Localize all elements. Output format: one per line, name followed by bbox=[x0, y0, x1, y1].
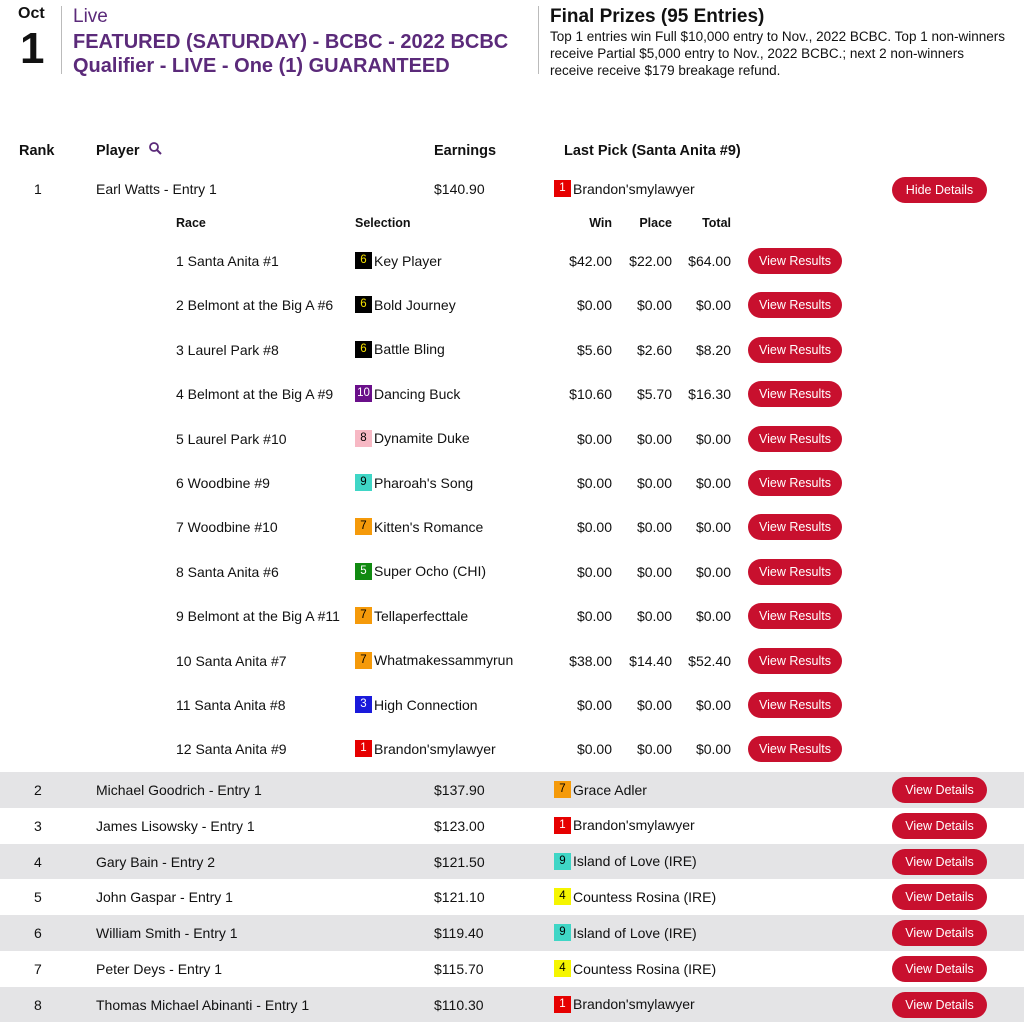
player-rank: 3 bbox=[34, 817, 42, 834]
player-rank: 2 bbox=[34, 782, 42, 798]
horse-name: Island of Love (IRE) bbox=[573, 924, 697, 941]
view-results-button[interactable]: View Results bbox=[748, 470, 842, 496]
player-name: James Lisowsky - Entry 1 bbox=[96, 817, 255, 834]
race-place-amount: $0.00 bbox=[636, 519, 672, 536]
player-name: Thomas Michael Abinanti - Entry 1 bbox=[96, 996, 310, 1013]
view-details-button[interactable]: View Details bbox=[892, 777, 987, 803]
program-number-badge: 5 bbox=[355, 563, 372, 580]
player-rank: 5 bbox=[34, 889, 42, 906]
player-name: Michael Goodrich - Entry 1 bbox=[96, 782, 262, 798]
horse-name: Battle Bling bbox=[374, 341, 445, 358]
player-earnings: $110.30 bbox=[434, 996, 484, 1013]
horse-name: Grace Adler bbox=[573, 781, 647, 798]
program-number-badge: 6 bbox=[355, 296, 372, 313]
race-place-amount: $5.70 bbox=[636, 386, 672, 403]
race-total-amount: $0.00 bbox=[695, 297, 731, 314]
horse-name: Kitten's Romance bbox=[374, 518, 484, 535]
race-place-amount: $0.00 bbox=[636, 563, 672, 580]
win-column-header: Win bbox=[589, 216, 612, 230]
race-total-amount: $0.00 bbox=[695, 563, 731, 580]
horse-name: Island of Love (IRE) bbox=[573, 853, 697, 870]
race-win-amount: $0.00 bbox=[576, 741, 612, 758]
race-place-amount: $14.40 bbox=[629, 652, 672, 669]
race-win-amount: $42.00 bbox=[569, 253, 612, 269]
race-selection bbox=[355, 740, 496, 757]
race-selection bbox=[355, 430, 470, 447]
player-name: Gary Bain - Entry 2 bbox=[96, 853, 216, 870]
race-win-amount: $0.00 bbox=[576, 430, 612, 447]
race-win-amount: $38.00 bbox=[569, 652, 612, 669]
race-name: 2 Belmont at the Big A #6 bbox=[176, 297, 334, 314]
player-earnings: $119.40 bbox=[434, 925, 484, 942]
race-selection bbox=[355, 296, 456, 313]
race-selection bbox=[355, 696, 478, 713]
player-earnings: $115.70 bbox=[434, 961, 484, 977]
prizes-description: Top 1 entries win Full $10,000 entry to Nov., 2022 BCBC. Top 1 non-winners receive Partial $5,000 entry to Nov., 2022 BCBC.; next 2 non-winners receive receive $179 breakage refund. bbox=[550, 29, 1005, 78]
horse-name: Brandon'smylawyer bbox=[573, 180, 695, 197]
race-total-amount: $0.00 bbox=[695, 608, 731, 625]
view-results-button[interactable]: View Results bbox=[748, 337, 842, 363]
header-divider-2 bbox=[538, 6, 539, 74]
prizes-title: Final Prizes (95 Entries) bbox=[550, 6, 765, 27]
race-selection bbox=[355, 385, 460, 402]
race-name: 10 Santa Anita #7 bbox=[176, 652, 287, 669]
race-place-amount: $2.60 bbox=[636, 341, 672, 358]
race-place-amount: $0.00 bbox=[636, 608, 672, 625]
horse-name: Key Player bbox=[374, 252, 442, 269]
program-number-badge: 3 bbox=[355, 696, 372, 713]
race-total-amount: $64.00 bbox=[688, 253, 731, 269]
race-name: 7 Woodbine #10 bbox=[176, 519, 278, 536]
horse-name: Bold Journey bbox=[374, 296, 456, 313]
player-last-pick bbox=[554, 781, 647, 798]
player-last-pick bbox=[554, 817, 695, 834]
view-details-button[interactable]: View Details bbox=[892, 956, 987, 982]
race-name: 6 Woodbine #9 bbox=[176, 475, 270, 491]
race-total-amount: $0.00 bbox=[695, 430, 731, 447]
race-selection bbox=[355, 252, 442, 269]
player-rank: 8 bbox=[34, 996, 42, 1013]
view-results-button[interactable]: View Results bbox=[748, 692, 842, 718]
view-results-button[interactable]: View Results bbox=[748, 736, 842, 762]
program-number-badge: 7 bbox=[355, 518, 372, 535]
race-selection bbox=[355, 341, 445, 358]
rank-column-header: Rank bbox=[19, 143, 55, 159]
race-selection bbox=[355, 652, 513, 669]
horse-name: Brandon'smylawyer bbox=[374, 740, 496, 757]
program-number-badge: 1 bbox=[554, 817, 571, 834]
horse-name: Dynamite Duke bbox=[374, 430, 470, 447]
event-month: Oct bbox=[18, 5, 45, 22]
event-status: Live bbox=[73, 6, 108, 27]
player-earnings: $121.10 bbox=[434, 889, 485, 906]
race-name: 12 Santa Anita #9 bbox=[176, 741, 287, 758]
horse-name: Super Ocho (CHI) bbox=[374, 563, 487, 580]
race-total-amount: $0.00 bbox=[695, 519, 731, 536]
view-results-button[interactable]: View Results bbox=[748, 381, 842, 407]
program-number-badge: 9 bbox=[554, 853, 571, 870]
program-number-badge: 6 bbox=[355, 341, 372, 358]
horse-name: Brandon'smylawyer bbox=[573, 996, 695, 1013]
player-rank: 1 bbox=[34, 181, 42, 197]
player-earnings: $137.90 bbox=[434, 782, 485, 798]
race-win-amount: $0.00 bbox=[576, 608, 612, 625]
race-total-amount: $0.00 bbox=[695, 741, 731, 758]
race-win-amount: $0.00 bbox=[576, 697, 612, 713]
player-last-pick bbox=[554, 180, 695, 197]
horse-name: Dancing Buck bbox=[374, 385, 461, 402]
program-number-badge: 4 bbox=[554, 888, 571, 905]
race-name: 3 Laurel Park #8 bbox=[176, 341, 279, 358]
view-results-button[interactable]: View Results bbox=[748, 292, 842, 318]
race-selection bbox=[355, 563, 486, 580]
view-results-button[interactable]: View Results bbox=[748, 559, 842, 585]
search-icon[interactable] bbox=[148, 141, 164, 162]
player-rank: 4 bbox=[34, 853, 42, 870]
player-earnings: $121.50 bbox=[434, 853, 485, 870]
view-results-button[interactable]: View Results bbox=[748, 648, 842, 674]
race-total-amount: $16.30 bbox=[688, 386, 731, 403]
horse-name: Pharoah's Song bbox=[374, 474, 474, 491]
race-name: 5 Laurel Park #10 bbox=[176, 430, 287, 447]
horse-name: Countess Rosina (IRE) bbox=[573, 888, 717, 905]
race-total-amount: $52.40 bbox=[688, 652, 731, 669]
program-number-badge: 8 bbox=[355, 430, 372, 447]
horse-name: Tellaperfecttale bbox=[374, 607, 469, 624]
player-column-header: Player bbox=[96, 143, 140, 159]
player-earnings: $140.90 bbox=[434, 181, 485, 197]
selection-column-header: Selection bbox=[355, 216, 411, 230]
last-pick-column-header: Last Pick (Santa Anita #9) bbox=[564, 143, 741, 159]
player-rank: 6 bbox=[34, 925, 42, 942]
total-column-header: Total bbox=[702, 216, 731, 230]
program-number-badge: 7 bbox=[355, 652, 372, 669]
view-results-button[interactable]: View Results bbox=[748, 426, 842, 452]
race-column-header: Race bbox=[176, 216, 206, 230]
program-number-badge: 4 bbox=[554, 960, 571, 977]
program-number-badge: 7 bbox=[554, 781, 571, 798]
race-name: 4 Belmont at the Big A #9 bbox=[176, 386, 334, 403]
race-place-amount: $0.00 bbox=[636, 430, 672, 447]
race-place-amount: $0.00 bbox=[636, 475, 672, 491]
player-earnings: $123.00 bbox=[434, 817, 485, 834]
view-details-button[interactable]: View Details bbox=[892, 849, 987, 875]
header-divider bbox=[61, 6, 62, 74]
view-details-button[interactable]: View Details bbox=[892, 884, 987, 910]
program-number-badge: 10 bbox=[355, 385, 372, 402]
view-details-button[interactable]: View Details bbox=[892, 920, 987, 946]
view-results-button[interactable]: View Results bbox=[748, 248, 842, 274]
race-selection bbox=[355, 474, 473, 491]
race-win-amount: $0.00 bbox=[576, 563, 612, 580]
race-name: 1 Santa Anita #1 bbox=[176, 253, 279, 269]
race-total-amount: $0.00 bbox=[695, 475, 731, 491]
player-rank: 7 bbox=[34, 961, 42, 977]
program-number-badge: 1 bbox=[554, 180, 571, 197]
race-selection bbox=[355, 518, 483, 535]
program-number-badge: 7 bbox=[355, 607, 372, 624]
horse-name: Brandon'smylawyer bbox=[573, 817, 695, 834]
program-number-badge: 6 bbox=[355, 252, 372, 269]
race-place-amount: $22.00 bbox=[629, 253, 672, 269]
race-win-amount: $0.00 bbox=[576, 475, 612, 491]
race-win-amount: $0.00 bbox=[576, 297, 612, 314]
race-name: 11 Santa Anita #8 bbox=[176, 697, 286, 713]
event-day: 1 bbox=[20, 24, 45, 73]
program-number-badge: 9 bbox=[355, 474, 372, 491]
player-name: John Gaspar - Entry 1 bbox=[96, 889, 233, 906]
race-win-amount: $0.00 bbox=[576, 519, 612, 536]
hide-details-button[interactable]: Hide Details bbox=[892, 177, 987, 203]
player-last-pick bbox=[554, 853, 697, 870]
horse-name: Whatmakessammyrun bbox=[374, 652, 514, 669]
player-last-pick bbox=[554, 888, 716, 905]
program-number-badge: 1 bbox=[554, 996, 571, 1013]
horse-name: High Connection bbox=[374, 696, 478, 713]
program-number-badge: 1 bbox=[355, 740, 372, 757]
race-total-amount: $0.00 bbox=[695, 697, 731, 713]
view-details-button[interactable]: View Details bbox=[892, 992, 987, 1018]
player-last-pick bbox=[554, 960, 716, 977]
player-last-pick bbox=[554, 996, 695, 1013]
player-name: Peter Deys - Entry 1 bbox=[96, 961, 223, 977]
race-name: 9 Belmont at the Big A #11 bbox=[176, 608, 340, 625]
earnings-column-header: Earnings bbox=[434, 143, 497, 159]
race-place-amount: $0.00 bbox=[636, 697, 672, 713]
race-name: 8 Santa Anita #6 bbox=[176, 563, 279, 580]
race-win-amount: $5.60 bbox=[576, 341, 612, 358]
player-name: Earl Watts - Entry 1 bbox=[96, 181, 217, 197]
place-column-header: Place bbox=[639, 216, 672, 230]
race-win-amount: $10.60 bbox=[569, 386, 612, 403]
view-results-button[interactable]: View Results bbox=[748, 603, 842, 629]
race-total-amount: $8.20 bbox=[695, 341, 731, 358]
race-selection bbox=[355, 607, 468, 624]
view-details-button[interactable]: View Details bbox=[892, 813, 987, 839]
race-place-amount: $0.00 bbox=[636, 297, 672, 314]
program-number-badge: 9 bbox=[554, 924, 571, 941]
horse-name: Countess Rosina (IRE) bbox=[573, 960, 717, 977]
player-last-pick bbox=[554, 924, 697, 941]
race-place-amount: $0.00 bbox=[636, 741, 672, 758]
view-results-button[interactable]: View Results bbox=[748, 514, 842, 540]
event-title: FEATURED (SATURDAY) - BCBC - 2022 BCBC Qualifier - LIVE - One (1) GUARANTEED bbox=[73, 31, 509, 77]
player-name: William Smith - Entry 1 bbox=[96, 925, 238, 942]
